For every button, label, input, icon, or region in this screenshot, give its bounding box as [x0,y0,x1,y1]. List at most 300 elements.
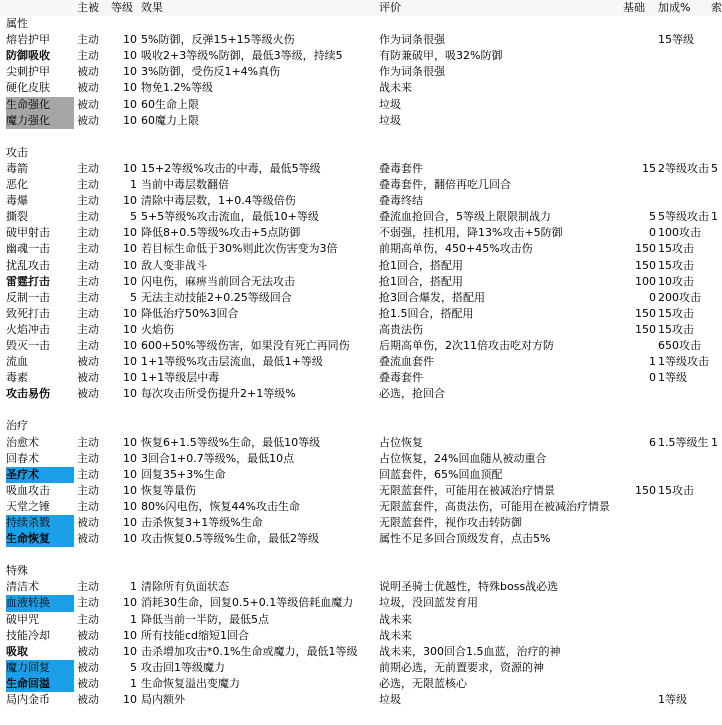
cell-name[interactable]: 硬化皮肤 [6,81,50,95]
cell-effect[interactable]: 恢复等量伤 [141,483,196,497]
cell-base[interactable]: 0 [649,290,656,304]
cell-level[interactable]: 10 [123,97,137,111]
cell-type[interactable]: 主动 [77,33,99,47]
cell-base[interactable]: 0 [649,226,656,240]
cell-base[interactable] [611,595,656,611]
cell-extra[interactable] [711,660,720,676]
cell-base[interactable] [611,499,656,515]
cell-name[interactable]: 破甲射击 [6,226,50,240]
cell-bonus[interactable]: 15等级 [658,33,694,47]
cell-evaluation[interactable]: 抢1.5回合，搭配用 [379,306,474,320]
cell-type[interactable]: 被动 [77,387,99,401]
cell-type[interactable]: 被动 [77,371,99,385]
cell-effect[interactable]: 600+50%等级伤害，如果没有死亡再同伤 [141,338,350,352]
cell-extra[interactable] [711,80,720,96]
cell-type[interactable]: 主动 [77,322,99,336]
cell-level[interactable] [107,16,137,32]
cell-extra[interactable] [711,628,720,644]
cell-type[interactable]: 主动 [77,178,99,192]
cell-effect[interactable]: 60生命上限 [141,97,199,111]
cell-effect[interactable] [141,16,377,32]
cell-extra[interactable] [711,595,720,611]
cell-extra[interactable] [711,16,720,32]
cell-name[interactable]: 属性 [6,17,28,31]
cell-level[interactable]: 10 [123,81,137,95]
cell-level[interactable]: 10 [123,451,137,465]
cell-evaluation[interactable]: 前期必选，无前置要求，资源的神 [379,660,544,674]
cell-type[interactable]: 被动 [77,81,99,95]
cell-evaluation[interactable]: 前期高单伤，450+45%攻击伤 [379,242,533,256]
cell-name[interactable]: 防御吸收 [6,49,50,63]
cell-base[interactable] [611,418,656,434]
cell-bonus[interactable]: 10攻击 [658,274,694,288]
cell-evaluation[interactable]: 无限蓝套件，高贵法伤，可能用在被减治疗情景 [379,499,610,513]
cell-extra[interactable] [711,113,720,129]
cell-type[interactable]: 主动 [77,483,99,497]
cell-base[interactable] [611,451,656,467]
cell-effect[interactable]: 当前中毒层数翻倍 [141,178,229,192]
cell-type[interactable]: 主动 [77,161,99,175]
cell-base[interactable]: 1 [649,355,656,369]
cell-evaluation[interactable]: 占位恢复 [379,435,423,449]
cell-name[interactable]: 熔岩护甲 [6,33,50,47]
cell-effect[interactable]: 若目标生命低于30%则此次伤害变为3倍 [141,242,338,256]
cell-level[interactable]: 10 [123,371,137,385]
cell-effect[interactable]: 攻击恢复0.5等级%生命，最低2等级 [141,532,319,546]
cell-effect[interactable]: 闪电伤，麻痹当前回合无法攻击 [141,274,295,288]
cell-level[interactable]: 10 [123,113,137,127]
cell-level[interactable]: 10 [123,483,137,497]
cell-bonus[interactable]: 2等级攻击 [658,161,709,175]
cell-name[interactable]: 生命强化 [6,97,50,111]
cell-effect[interactable]: 局内额外 [141,693,185,707]
cell-level[interactable]: 1 [130,178,137,192]
cell-effect[interactable]: 敌人变非战斗 [141,258,207,272]
cell-effect[interactable]: 每次攻击所受伤提升2+1等级% [141,387,296,401]
cell-extra[interactable] [711,193,720,209]
cell-type[interactable]: 被动 [77,355,99,369]
cell-extra[interactable] [711,274,720,290]
cell-evaluation[interactable]: 作为词条很强 [379,65,445,79]
cell-level[interactable]: 10 [123,644,137,658]
cell-name[interactable]: 治疗 [6,419,28,433]
cell-name[interactable]: 血液转换 [6,596,50,610]
cell-effect[interactable]: 清除所有负面状态 [141,580,229,594]
cell-level[interactable]: 10 [123,467,137,481]
cell-extra[interactable] [711,322,720,338]
cell-evaluation[interactable]: 无限蓝套件，视作攻击转防御 [379,516,522,529]
cell-base[interactable]: 15 [642,161,656,175]
cell-effect[interactable] [141,402,377,418]
cell-base[interactable] [611,113,656,129]
cell-evaluation[interactable]: 叠流血抢回合，5等级上限限制战力 [379,210,551,224]
cell-name[interactable]: 火焰冲击 [6,322,50,336]
cell-base[interactable] [611,612,656,628]
cell-level[interactable]: 10 [123,338,137,352]
cell-type[interactable]: 主动 [77,451,99,465]
cell-type[interactable]: 主动 [77,499,99,513]
cell-name[interactable] [6,402,72,418]
cell-evaluation[interactable]: 必选，抢回合 [379,387,445,401]
cell-base[interactable] [611,676,656,692]
cell-name[interactable]: 魔力强化 [6,113,50,127]
cell-extra[interactable] [711,612,720,628]
cell-base[interactable] [611,48,656,64]
cell-effect[interactable]: 80%闪电伤，恢复44%攻击生命 [141,499,300,513]
header-name[interactable] [6,0,72,16]
cell-name[interactable]: 毒素 [6,371,28,385]
cell-level[interactable]: 10 [123,242,137,256]
cell-effect[interactable]: 回复35+3%生命 [141,467,226,481]
cell-bonus[interactable]: 15攻击 [658,306,694,320]
cell-name[interactable]: 技能冷却 [6,628,50,642]
cell-effect[interactable]: 无法主动技能2+0.25等级回合 [141,290,292,304]
cell-extra[interactable] [711,129,720,145]
cell-name[interactable]: 致死打击 [6,306,50,320]
cell-level[interactable]: 5 [130,660,137,674]
cell-base[interactable]: 0 [649,371,656,385]
cell-name[interactable]: 生命恢复 [6,532,50,546]
cell-extra[interactable]: 5 [711,161,718,175]
cell-effect[interactable]: 生命恢复溢出变魔力 [141,676,240,690]
cell-name[interactable]: 尖刺护甲 [6,65,50,79]
cell-name[interactable]: 反制一击 [6,290,50,304]
cell-type[interactable]: 主动 [77,580,99,594]
cell-extra[interactable] [711,467,720,483]
cell-type[interactable]: 被动 [77,676,99,690]
cell-bonus[interactable]: 15攻击 [658,258,694,272]
cell-level[interactable]: 1 [130,676,137,690]
cell-type[interactable] [77,547,107,563]
cell-name[interactable]: 魔力回复 [6,660,50,674]
cell-level[interactable]: 5 [130,210,137,224]
cell-level[interactable]: 10 [123,194,137,208]
cell-type[interactable]: 主动 [77,274,99,288]
cell-extra[interactable] [711,418,720,434]
cell-effect[interactable]: 火焰伤 [141,322,174,336]
cell-evaluation[interactable]: 叠流血套件 [379,355,434,369]
cell-extra[interactable] [711,483,720,499]
cell-type[interactable]: 被动 [77,532,99,546]
cell-effect[interactable] [141,129,377,145]
cell-type[interactable] [77,418,107,434]
cell-base[interactable] [611,177,656,193]
cell-name[interactable]: 雷霆打击 [6,274,50,288]
cell-level[interactable]: 10 [123,532,137,546]
cell-name[interactable]: 攻击易伤 [6,387,50,401]
cell-base[interactable] [611,579,656,595]
cell-effect[interactable]: 1+1等级层中毒 [141,371,220,385]
cell-evaluation[interactable]: 无限蓝套件，可能用在被减治疗情景 [379,483,555,497]
cell-extra[interactable] [711,579,720,595]
cell-base[interactable] [611,692,656,708]
cell-effect[interactable] [141,418,377,434]
cell-name[interactable]: 吸血攻击 [6,483,50,497]
cell-evaluation[interactable] [379,16,625,32]
cell-name[interactable]: 清洁术 [6,580,39,594]
cell-extra[interactable] [711,547,720,563]
cell-type[interactable]: 主动 [77,194,99,208]
header-level[interactable]: 等级 [111,1,133,14]
cell-evaluation[interactable]: 叠毒套件 [379,371,423,385]
cell-extra[interactable] [711,306,720,322]
cell-base[interactable]: 100 [635,274,656,288]
cell-extra[interactable] [711,692,720,708]
cell-evaluation[interactable]: 垃圾 [379,693,401,707]
cell-evaluation[interactable]: 垃圾，没回蓝发育用 [379,596,478,610]
cell-base[interactable]: 150 [635,258,656,272]
cell-base[interactable]: 5 [649,210,656,224]
cell-base[interactable]: 150 [635,306,656,320]
cell-evaluation[interactable]: 战未来 [379,612,412,626]
header-bonus[interactable]: 加成% [658,1,691,14]
cell-evaluation[interactable] [379,547,625,563]
cell-type[interactable]: 主动 [77,435,99,449]
cell-name[interactable]: 毒爆 [6,194,28,208]
cell-base[interactable] [611,193,656,209]
cell-level[interactable]: 1 [130,580,137,594]
cell-extra[interactable] [711,32,720,48]
cell-type[interactable] [77,402,107,418]
cell-type[interactable]: 被动 [77,660,99,674]
cell-extra[interactable] [711,241,720,257]
cell-level[interactable]: 10 [123,596,137,610]
cell-extra[interactable] [711,644,720,660]
header-effect[interactable]: 效果 [141,1,163,14]
cell-level[interactable]: 10 [123,274,137,288]
cell-type[interactable]: 主动 [77,467,99,481]
cell-evaluation[interactable] [379,563,625,579]
cell-effect[interactable]: 5%防御，反弹15+15等级火伤 [141,33,295,47]
cell-type[interactable] [77,563,107,579]
cell-bonus[interactable]: 650攻击 [658,338,701,352]
cell-type[interactable] [77,145,107,161]
cell-bonus[interactable]: 15攻击 [658,242,694,256]
cell-name[interactable]: 治愈术 [6,435,39,449]
cell-extra[interactable] [711,386,720,402]
cell-level[interactable] [107,129,137,145]
cell-base[interactable] [611,80,656,96]
cell-type[interactable] [77,129,107,145]
cell-name[interactable]: 吸取 [6,644,28,658]
cell-extra[interactable] [711,370,720,386]
cell-name[interactable]: 毁灭一击 [6,338,50,352]
cell-evaluation[interactable] [379,418,625,434]
cell-level[interactable]: 10 [123,49,137,63]
cell-effect[interactable]: 降低当前一半防，最低5点 [141,612,269,626]
cell-effect[interactable]: 60魔力上限 [141,113,199,127]
cell-level[interactable] [107,145,137,161]
header-evaluation[interactable]: 评价 [379,1,401,14]
cell-extra[interactable] [711,64,720,80]
cell-base[interactable] [611,402,656,418]
cell-bonus[interactable]: 1等级攻击 [658,355,709,369]
cell-level[interactable]: 10 [123,33,137,47]
cell-level[interactable]: 10 [123,628,137,642]
cell-type[interactable]: 被动 [77,113,99,127]
cell-evaluation[interactable] [379,402,625,418]
cell-name[interactable]: 幽魂一击 [6,242,50,256]
cell-effect[interactable]: 3%防御，受伤反1+4%真伤 [141,65,281,79]
cell-name[interactable]: 圣疗术 [6,467,39,481]
cell-extra[interactable]: 1 [711,435,718,449]
cell-effect[interactable]: 3回合1+0.7等级%，最低10点 [141,451,295,465]
cell-name[interactable] [6,129,72,145]
cell-evaluation[interactable]: 垃圾 [379,97,401,111]
cell-level[interactable] [107,547,137,563]
cell-effect[interactable]: 击杀增加攻击*0.1%生命或魔力，最低1等级 [141,644,358,658]
cell-type[interactable] [77,16,107,32]
cell-name[interactable]: 特殊 [6,564,28,578]
cell-evaluation[interactable] [379,145,625,161]
cell-base[interactable] [611,531,656,547]
cell-level[interactable]: 10 [123,435,137,449]
cell-name[interactable]: 毒箭 [6,161,28,175]
cell-name[interactable]: 生命回溢 [6,676,50,690]
cell-base[interactable] [611,386,656,402]
cell-evaluation[interactable]: 高贵法伤 [379,322,423,336]
header-type[interactable]: 主被 [77,1,99,14]
cell-type[interactable]: 主动 [77,338,99,352]
cell-base[interactable] [611,338,656,354]
cell-extra[interactable] [711,258,720,274]
cell-effect[interactable]: 降低8+0.5等级%攻击+5点防御 [141,226,301,240]
cell-type[interactable]: 主动 [77,226,99,240]
cell-type[interactable]: 主动 [77,612,99,626]
cell-level[interactable]: 10 [123,161,137,175]
cell-base[interactable]: 150 [635,242,656,256]
cell-evaluation[interactable]: 垃圾 [379,113,401,127]
cell-evaluation[interactable]: 抢1回合，搭配用 [379,274,463,288]
cell-evaluation[interactable]: 叠毒套件，翻倍再吃几回合 [379,178,511,192]
cell-name[interactable]: 天堂之锤 [6,499,50,513]
cell-base[interactable] [611,32,656,48]
cell-type[interactable]: 被动 [77,693,99,707]
cell-extra[interactable] [711,676,720,692]
cell-extra[interactable] [711,145,720,161]
cell-level[interactable]: 1 [130,612,137,626]
cell-type[interactable]: 被动 [77,644,99,658]
cell-type[interactable]: 主动 [77,210,99,224]
cell-level[interactable] [107,402,137,418]
cell-bonus[interactable]: 15攻击 [658,483,694,497]
cell-bonus[interactable]: 1等级 [658,371,687,385]
cell-level[interactable]: 10 [123,226,137,240]
cell-base[interactable] [611,97,656,113]
cell-base[interactable]: 6 [649,435,656,449]
cell-effect[interactable] [141,145,377,161]
cell-extra[interactable] [711,531,720,547]
cell-evaluation[interactable]: 抢3回合爆发，搭配用 [379,290,485,304]
cell-effect[interactable]: 消耗30生命，回复0.5+0.1等级倍耗血魔力 [141,596,354,610]
cell-evaluation[interactable]: 回蓝套件，65%回血顶配 [379,467,503,481]
cell-evaluation[interactable]: 叠毒终结 [379,194,423,208]
cell-evaluation[interactable]: 说明圣骑士优越性，特殊boss战必选 [379,580,559,594]
cell-evaluation[interactable]: 作为词条很强 [379,33,445,47]
cell-base[interactable] [611,547,656,563]
cell-base[interactable]: 150 [635,483,656,497]
cell-level[interactable]: 10 [123,499,137,513]
cell-base[interactable] [611,145,656,161]
cell-level[interactable] [107,563,137,579]
cell-bonus[interactable]: 5等级攻击 [658,210,709,224]
cell-effect[interactable]: 击杀恢复3+1等级%生命 [141,516,263,529]
cell-evaluation[interactable]: 战未来 [379,628,412,642]
header-extra[interactable]: 索 [711,1,722,14]
cell-type[interactable]: 被动 [77,97,99,111]
cell-name[interactable]: 扰乱攻击 [6,258,50,272]
cell-extra[interactable] [711,177,720,193]
cell-type[interactable]: 主动 [77,290,99,304]
cell-base[interactable] [611,129,656,145]
cell-extra[interactable]: 1 [711,210,718,224]
cell-extra[interactable] [711,563,720,579]
cell-extra[interactable] [711,499,720,515]
cell-extra[interactable] [711,451,720,467]
cell-evaluation[interactable]: 必选，无限蓝核心 [379,676,467,690]
cell-effect[interactable] [141,547,377,563]
cell-effect[interactable]: 降低治疗50%3回合 [141,306,239,320]
cell-evaluation[interactable]: 有防兼破甲，吸32%防御 [379,49,503,63]
cell-name[interactable]: 攻击 [6,145,28,159]
cell-effect[interactable]: 攻击回1等级魔力 [141,660,225,674]
header-base[interactable]: 基础 [623,1,645,14]
cell-effect[interactable]: 恢复6+1.5等级%生命，最低10等级 [141,435,321,449]
cell-name[interactable]: 局内金币 [6,693,50,707]
cell-effect[interactable]: 清除中毒层数，1+0.4等级倍伤 [141,194,296,208]
cell-type[interactable]: 被动 [77,516,99,529]
cell-base[interactable] [611,467,656,483]
cell-evaluation[interactable]: 战未来，300回合1.5血蓝，治疗的神 [379,644,561,658]
cell-evaluation[interactable]: 抢1回合，搭配用 [379,258,463,272]
cell-base[interactable] [611,628,656,644]
cell-level[interactable]: 10 [123,516,137,529]
cell-evaluation[interactable]: 叠毒套件 [379,161,423,175]
cell-bonus[interactable]: 100攻击 [658,226,701,240]
cell-extra[interactable] [711,97,720,113]
cell-name[interactable] [6,547,72,563]
cell-level[interactable]: 5 [130,290,137,304]
cell-type[interactable]: 被动 [77,628,99,642]
cell-level[interactable]: 10 [123,306,137,320]
cell-type[interactable]: 被动 [77,65,99,79]
cell-extra[interactable] [711,515,720,531]
cell-type[interactable]: 主动 [77,258,99,272]
cell-effect[interactable]: 1+1等级%攻击层流血，最低1+等级 [141,355,323,369]
cell-name[interactable]: 撕裂 [6,210,28,224]
cell-type[interactable]: 主动 [77,242,99,256]
cell-extra[interactable] [711,402,720,418]
cell-extra[interactable] [711,290,720,306]
cell-bonus[interactable]: 1等级 [658,693,687,707]
cell-evaluation[interactable]: 后期高单伤，2次11倍攻击吃对方防 [379,338,554,352]
cell-evaluation[interactable]: 属性不足多回合顶级发育，点击5% [379,532,551,546]
cell-name[interactable]: 破甲咒 [6,612,39,626]
cell-level[interactable]: 10 [123,258,137,272]
cell-base[interactable]: 150 [635,322,656,336]
cell-evaluation[interactable] [379,129,625,145]
cell-evaluation[interactable]: 不弱强，挂机用，降13%攻击+5防御 [379,226,563,240]
cell-effect[interactable] [141,563,377,579]
cell-level[interactable]: 10 [123,65,137,79]
cell-effect[interactable]: 5+5等级%攻击流血，最低10+等级 [141,210,319,224]
cell-base[interactable] [611,64,656,80]
cell-level[interactable]: 10 [123,322,137,336]
cell-base[interactable] [611,563,656,579]
cell-base[interactable] [611,644,656,660]
cell-extra[interactable] [711,354,720,370]
cell-extra[interactable] [711,48,720,64]
